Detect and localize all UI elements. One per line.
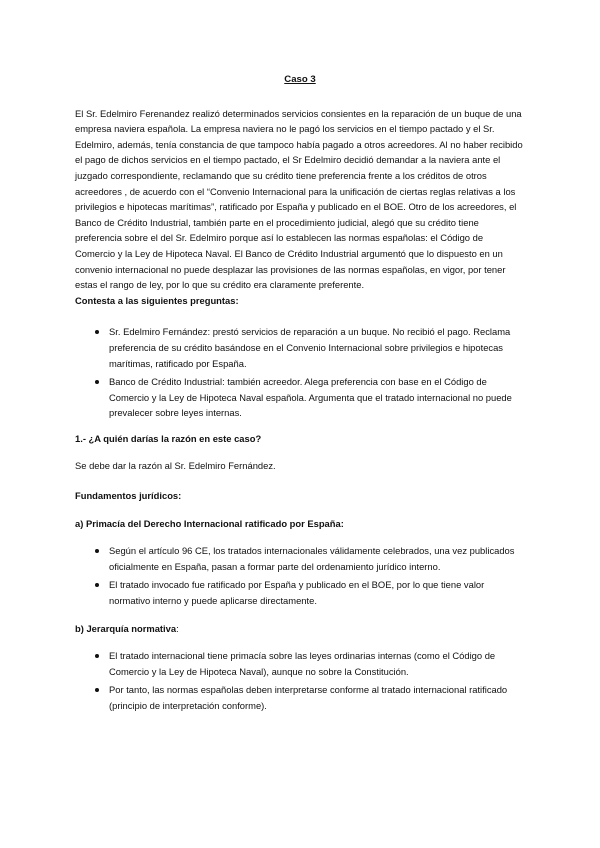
bullet-icon bbox=[95, 688, 99, 692]
list-item: Por tanto, las normas españolas deben interpretarse conforme al tratado internacional ratificado (principio de interpretación conforme). bbox=[95, 682, 525, 713]
list-item: Sr. Edelmiro Fernández: prestó servicios de reparación a un buque. No recibió el pago. Reclama preferencia de su crédito basándose en el Convenio Internacional sobre privilegios e hipotecas marítimas, ratificado por España. bbox=[95, 324, 525, 371]
case-description: El Sr. Edelmiro Ferenandez realizó determinados servicios consientes en la reparación de un buque de una empresa naviera española. La empresa naviera no le pagó los servicios en el tiempo pactado y el Sr. Edelmiro, además, tenía constancia de que tampoco había pagado a otros acreedores. Al no haber recibido el pago de dichos servicios en el tiempo pactado, el Sr Edelmiro decidió demandar a la naviera ante el juzgado correspondiente, reclamando que su crédito tiene preferencia frente a los créditos de otros acreedores , de acuerdo con el “Convenio Internacional para la unificación de ciertas reglas relativas a los privilegios e hipotecas marítimas”, ratificado por España y publicado en el BOE. Otro de los acreedores, el Banco de Crédito Industrial, también parte en el procedimiento judicial, alegó que su crédito tiene preferencia sobre el del Sr. Edelmiro porque así lo establecen las normas españolas: el Código de Comercio y la Ley de Hipoteca Naval. El Banco de Crédito Industrial argumentó que lo dispuesto en un convenio internacional no puede desplazar las provisiones de las normas españolas, en vigor, por tener estas el rango de ley, por lo que su crédito era claramente preferente. bbox=[75, 107, 523, 291]
bullet-icon bbox=[95, 583, 99, 587]
list-item: El tratado invocado fue ratificado por España y publicado en el BOE, por lo que tiene valor normativo interno y puede aplicarse directamente. bbox=[95, 577, 525, 608]
section-a-heading: a) Primacía del Derecho Internacional ratificado por España: bbox=[75, 517, 344, 529]
questions-prompt: Contesta a las siguientes preguntas: bbox=[75, 294, 239, 306]
bullet-icon bbox=[95, 330, 99, 334]
fundamentos-heading: Fundamentos jurídicos: bbox=[75, 490, 182, 502]
section-a-list bbox=[75, 543, 525, 608]
bullet-icon bbox=[95, 654, 99, 658]
section-b-heading: b) Jerarquía normativa: bbox=[75, 622, 179, 634]
bullet-icon bbox=[95, 549, 99, 553]
answer-text: Se debe dar la razón al Sr. Edelmiro Fernández. bbox=[75, 460, 276, 472]
page-title: Caso 3 bbox=[284, 74, 316, 85]
list-item: Según el artículo 96 CE, los tratados internacionales válidamente celebrados, una vez publicados oficialmente en España, pasan a formar parte del ordenamiento jurídico interno. bbox=[95, 543, 525, 574]
list-item: Banco de Crédito Industrial: también acreedor. Alega preferencia con base en el Código de Comercio y la Ley de Hipoteca Naval española. Argumenta que el tratado internacional no puede prevalecer sobre leyes internas. bbox=[95, 374, 525, 421]
summary-list bbox=[75, 324, 525, 421]
bullet-icon bbox=[95, 380, 99, 384]
list-item: El tratado internacional tiene primacía sobre las leyes ordinarias internas (como el Código de Comercio y la Ley de Hipoteca Naval), aunque no sobre la Constitución. bbox=[95, 648, 525, 679]
section-b-list bbox=[75, 648, 525, 713]
question-heading: 1.- ¿A quién darías la razón en este caso? bbox=[75, 432, 262, 444]
